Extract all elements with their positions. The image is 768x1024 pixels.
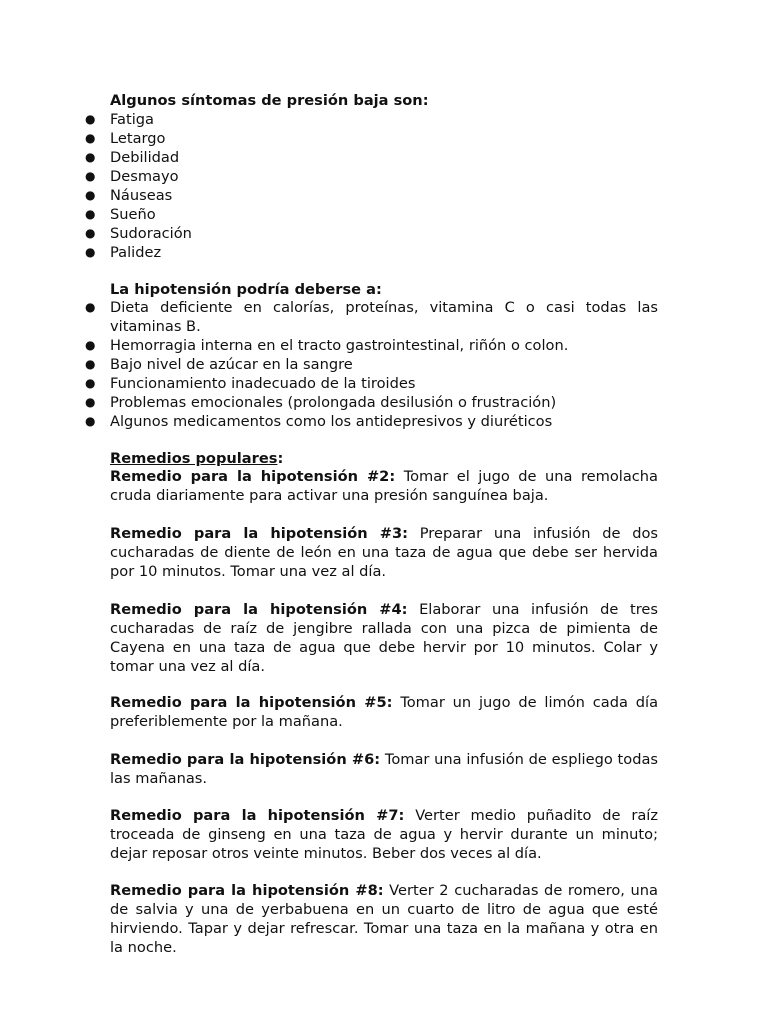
list-item: ● Bajo nivel de azúcar en la sangre bbox=[85, 356, 353, 373]
bullet-icon: ● bbox=[85, 112, 96, 126]
list-item: ● Algunos medicamentos como los antidepresivos y diuréticos bbox=[85, 413, 553, 430]
causes-list bbox=[0, 298, 658, 431]
remedies-title: Remedios populares: bbox=[110, 450, 284, 467]
bullet-icon: ● bbox=[85, 338, 96, 352]
bullet-icon: ● bbox=[85, 226, 96, 240]
list-item: ● Desmayo bbox=[85, 168, 179, 185]
list-item: ● Hemorragia interna en el tracto gastrointestinal, riñón o colon. bbox=[85, 337, 569, 354]
list-item: ● Palidez bbox=[85, 244, 162, 261]
remedy-paragraph: Remedio para la hipotensión #8: Verter 2 cucharadas de romero, una de salvia y una de yerbabuena en un cuarto de litro de agua que esté hirviendo. Tapar y dejar refrescar. Tomar una taza en la mañana y otra en la noche. bbox=[110, 882, 658, 956]
list-item: ● Náuseas bbox=[85, 187, 173, 204]
bullet-icon: ● bbox=[85, 376, 96, 390]
remedy-paragraph: Remedio para la hipotensión #5: Tomar un jugo de limón cada día preferiblemente por la mañana. bbox=[110, 694, 659, 730]
bullet-icon: ● bbox=[85, 150, 96, 164]
bullet-icon: ● bbox=[85, 188, 96, 202]
bullet-icon: ● bbox=[85, 207, 96, 221]
list-item: ● Letargo bbox=[85, 130, 166, 147]
causes-heading: La hipotensión podría deberse a: bbox=[110, 281, 382, 298]
list-item: ● Sueño bbox=[85, 206, 156, 223]
remedy-paragraph: Remedio para la hipotensión #4: Elaborar una infusión de tres cucharadas de raíz de jengibre rallada con una pizca de pimienta de Cayena en una taza de agua que debe hervir por 10 minutos. Colar y tomar una vez al día. bbox=[110, 601, 658, 675]
symptoms-list bbox=[0, 110, 658, 262]
list-item: ● Dieta deficiente en calorías, proteínas, vitamina C o casi todas las vitaminas B. bbox=[85, 299, 658, 335]
bullet-icon: ● bbox=[85, 414, 96, 428]
remedy-paragraph: Remedio para la hipotensión #2: Tomar el jugo de una remolacha cruda diariamente para activar una presión sanguínea baja. bbox=[110, 468, 658, 504]
bullet-icon: ● bbox=[85, 300, 96, 314]
list-item: ● Debilidad bbox=[85, 149, 180, 166]
bullet-icon: ● bbox=[85, 395, 96, 409]
bullet-icon: ● bbox=[85, 245, 96, 259]
bullet-icon: ● bbox=[85, 131, 96, 145]
remedy-paragraph: Remedio para la hipotensión #3: Preparar una infusión de dos cucharadas de diente de león en una taza de agua que debe ser hervida por 10 minutos. Tomar una vez al día. bbox=[110, 525, 658, 580]
symptoms-heading: Algunos síntomas de presión baja son: bbox=[110, 92, 429, 109]
list-item: ● Fatiga bbox=[85, 111, 154, 128]
remedy-paragraph: Remedio para la hipotensión #6: Tomar una infusión de espliego todas las mañanas. bbox=[110, 751, 658, 787]
list-item: ● Funcionamiento inadecuado de la tiroides bbox=[85, 375, 416, 392]
remedy-paragraph: Remedio para la hipotensión #7: Verter medio puñadito de raíz troceada de ginseng en una taza de agua y hervir durante un minuto; dejar reposar otros veinte minutos. Beber dos veces al día. bbox=[110, 807, 658, 862]
list-item: ● Sudoración bbox=[85, 225, 192, 242]
bullet-icon: ● bbox=[85, 357, 96, 371]
bullet-icon: ● bbox=[85, 169, 96, 183]
list-item: ● Problemas emocionales (prolongada desilusión o frustración) bbox=[85, 394, 557, 411]
